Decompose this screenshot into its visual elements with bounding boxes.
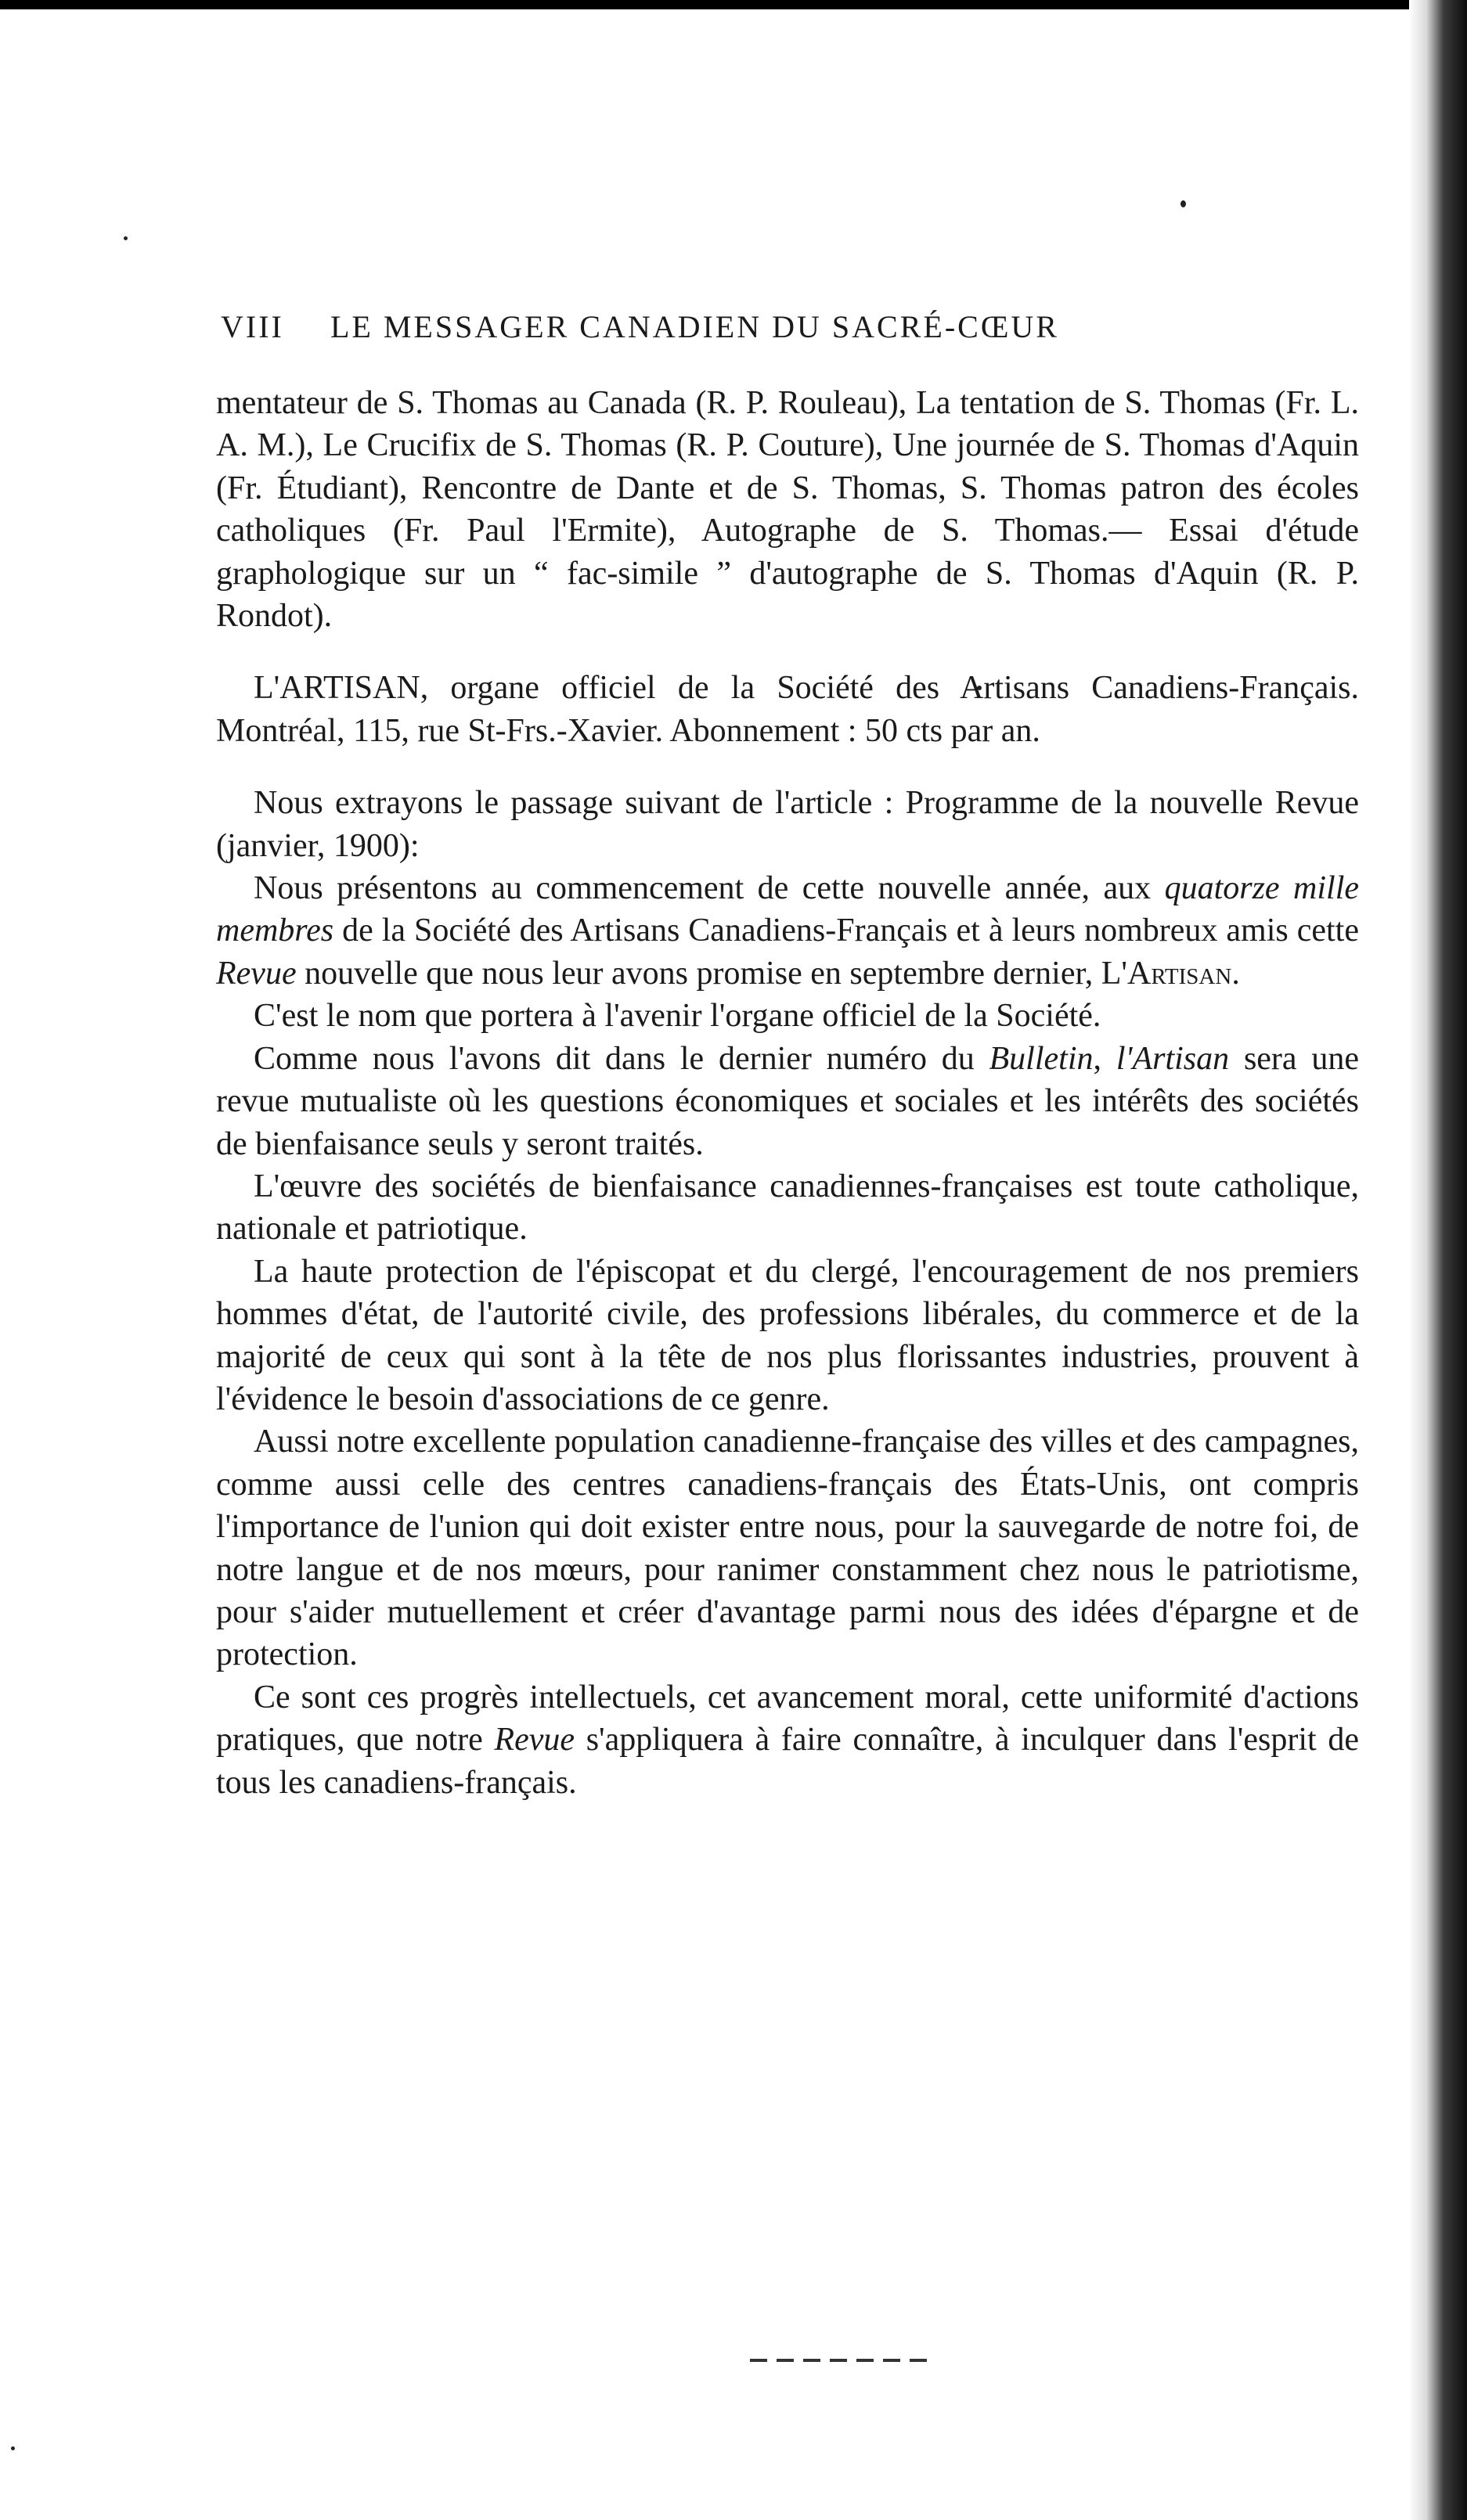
small-caps-artisan: L'Artisan [1101,955,1232,992]
text-run: de la Société des Artisans Canadiens-Français et à leurs nombreux amis cette [333,913,1359,949]
scan-speck [1180,200,1186,207]
italic-revue: Revue [494,1722,575,1759]
scan-speck [11,2446,15,2450]
text-run: Nous présentons au commencement de cette nouvelle année, aux [254,870,1165,907]
text-run: . [1231,955,1240,992]
text-run: Comme nous l'avons dit dans le dernier numéro du [254,1040,989,1077]
scan-speck [124,236,128,240]
text-run: nouvelle que nous leur avons promise en septembre dernier, [296,955,1101,992]
paragraph-progres [216,1676,1359,1804]
text-run: Ce sont ces progrès intellectuels, cet avancement moral, cette uniformité d'actions pratiques, que notre [216,1679,1359,1759]
paragraph-comme [216,1038,1359,1165]
journal-title: LE MESSAGER CANADIEN DU SACRÉ-CŒUR [330,309,1059,344]
scan-top-border [0,0,1467,9]
text-run: sera une revue mutualiste où les questions économiques et sociales et les intérêts des sociétés de bienfaisance seuls y seront traités. [216,1040,1359,1162]
scan-right-edge-shadow [1409,0,1467,2520]
paragraph-continued-list: mentateur de S. Thomas au Canada (R. P. Rouleau), La tentation de S. Thomas (Fr. L. A. M.), Le Crucifix de S. Thomas (R. P. Couture), Une journée de S. Thomas d'Aquin (Fr. Étudiant), Rencontre de Dante et de S. Thomas, S. Thomas patron des écoles catholiques (Fr. Paul l'Ermite), Autographe de S. Thomas.— Essai d'étude graphologique sur un “ fac-simile ” d'autographe de S. Thomas d'Aquin (R. P. Rondot). [216,385,1359,635]
paragraph-artisan-notice: L'ARTISAN, organe officiel de la Société des Artisans Canadiens-Français. Montréal, 115, rue St-Frs.-Xavier. Abonnement : 50 cts par an. [216,670,1359,749]
paragraph-nom: C'est le nom que portera à l'avenir l'organe officiel de la Société. [254,998,1101,1035]
end-of-article-rule [750,2359,930,2362]
text-run: , [1093,1040,1116,1077]
paragraph-oeuvre: L'œuvre des sociétés de bienfaisance canadiennes-françaises est toute catholique, nationale et patriotique. [216,1168,1359,1247]
page-number: VIII [221,309,284,344]
running-head [221,308,1238,345]
italic-revue: Revue [216,955,297,992]
paragraph-aussi: Aussi notre excellente population canadienne-française des villes et des campagnes, comme aussi celle des centres canadiens-français des États-Unis, ont compris l'importance de l'union qui doit exister entre nous, pour la sauvegarde de notre foi, de notre langue et de nos mœurs, pour ranimer constamment chez nous le patriotisme, pour s'aider mutuellement et créer d'avantage parmi nous des idées d'épargne et de protection. [216,1424,1359,1673]
italic-bulletin: Bulletin [989,1040,1094,1077]
italic-phrase: quatorze mille membres [216,870,1360,949]
italic-artisan: l'Artisan [1116,1040,1230,1077]
paragraph-extract-intro: Nous extrayons le passage suivant de l'article : Programme de la nouvelle Revue (janvier, 1900): [216,785,1359,864]
paragraph-haute-protection: La haute protection de l'épiscopat et du clergé, l'encouragement de nos premiers hommes d'état, de l'autorité civile, des professions libérales, du commerce et de la majorité de ceux qui sont à la tête de nos plus florissantes industries, prouvent à l'évidence le besoin d'associations de ce genre. [216,1253,1359,1417]
text-run: s'appliquera à faire connaître, à inculquer dans l'esprit de tous les canadiens-français. [216,1722,1359,1801]
page-body [216,382,1359,1804]
paragraph-presentons [216,867,1359,995]
